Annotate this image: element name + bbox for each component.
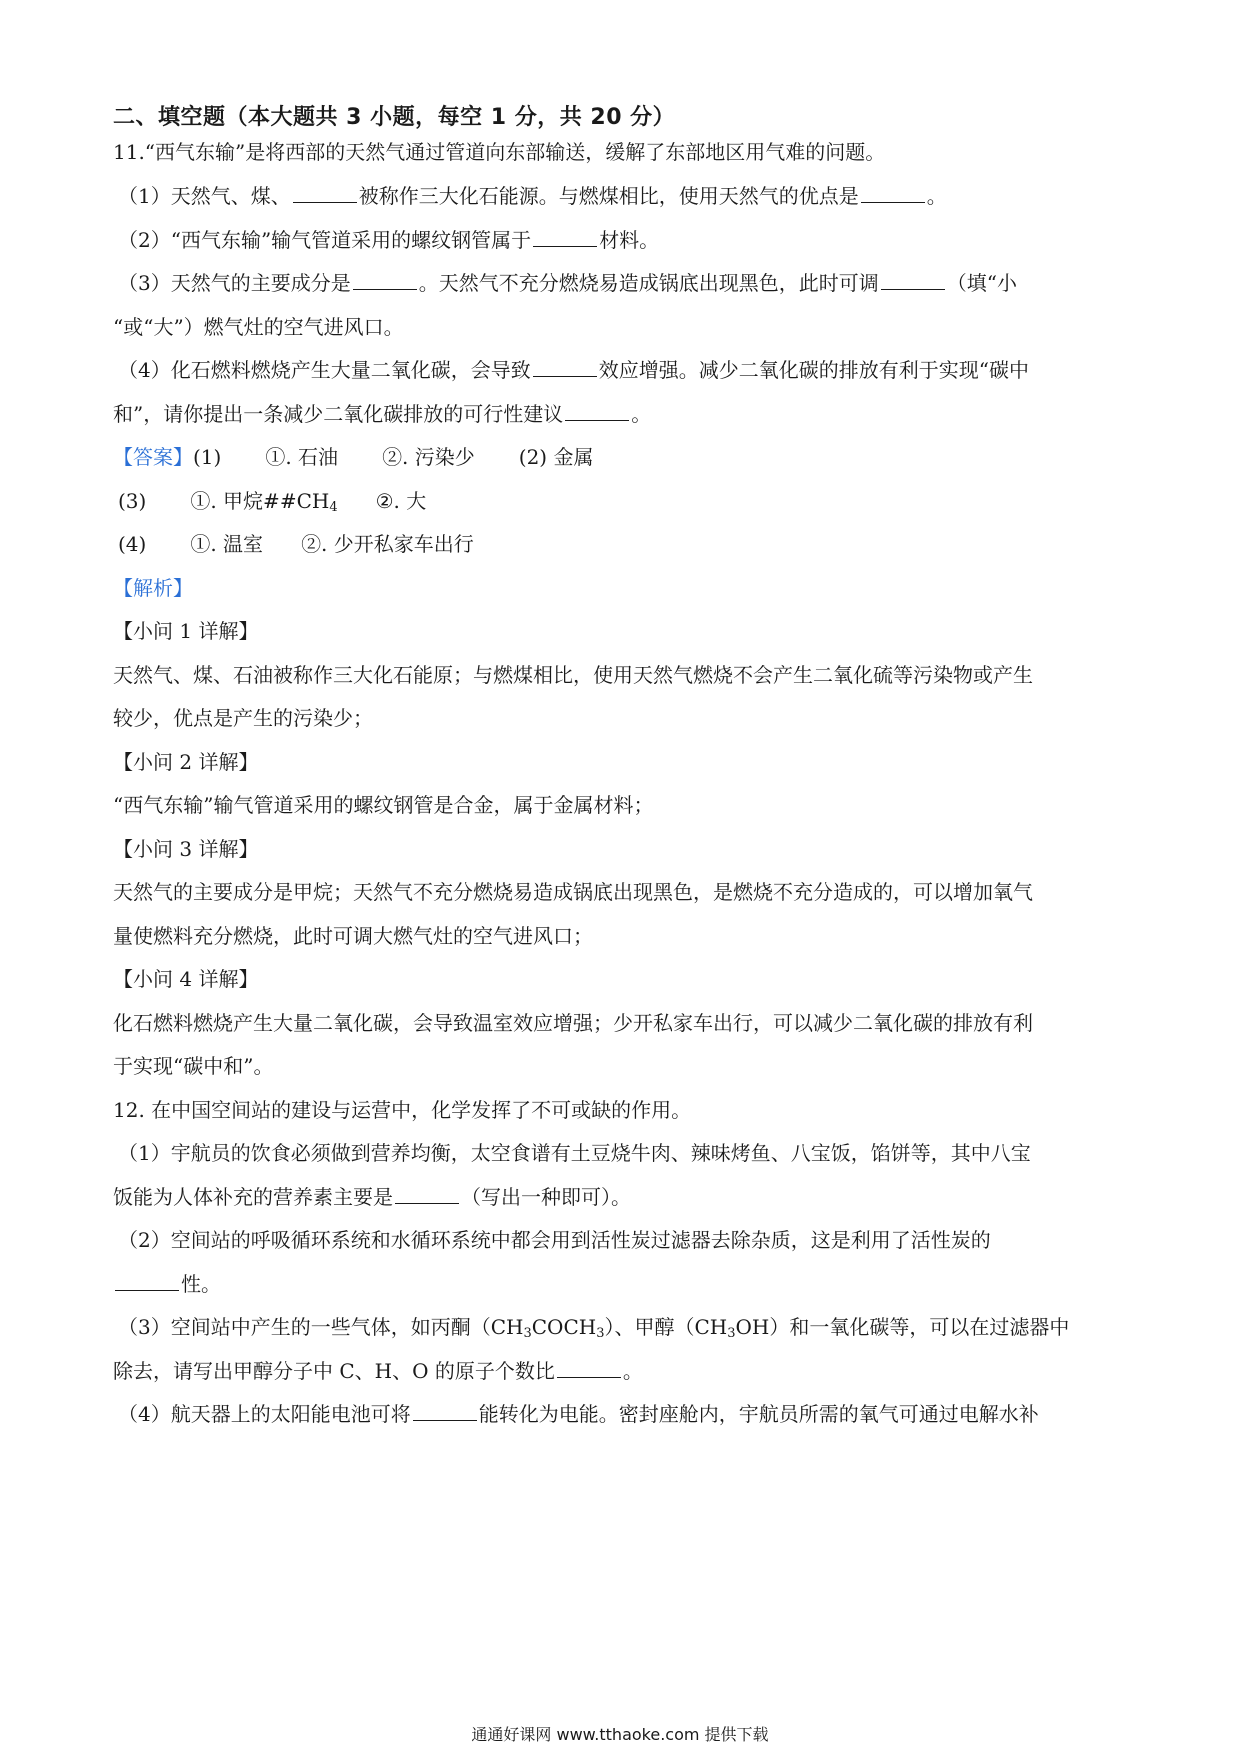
analysis-sub3-text: 天然气的主要成分是甲烷；天然气不充分燃烧易造成锅底出现黑色，是燃烧不充分造成的，可以增加氧气 <box>113 880 1033 904</box>
answer-blank[interactable] <box>557 1359 621 1378</box>
answer-row-3: (4) ①. 温室 ②. 少开私家车出行 <box>118 532 474 556</box>
analysis-sub3-title: 【小问 3 详解】 <box>113 837 259 861</box>
answer-blank[interactable] <box>395 1185 459 1204</box>
answer-row-2: (3) ①. 甲烷$\#\#CH_4$ ②. 大 <box>118 489 427 515</box>
analysis-sub1-title: 【小问 1 详解】 <box>113 619 259 643</box>
section-heading: 二、填空题（本大题共 3 小题，每空 1 分，共 20 分） <box>113 105 676 130</box>
analysis-sub2-title: 【小问 2 详解】 <box>113 750 259 774</box>
analysis-sub2-text: “西气东输”输气管道采用的螺纹钢管是合金，属于金属材料； <box>113 793 654 817</box>
q11-part2: （2）“西气东输”输气管道采用的螺纹钢管属于 材料。 <box>118 228 660 252</box>
q12-part2-cont: 性。 <box>113 1270 221 1298</box>
answer-blank[interactable] <box>533 228 597 247</box>
answer-blank[interactable] <box>533 358 597 377</box>
analysis-sub3-text: 量使燃料充分燃烧，此时可调大燃气灶的空气进风口； <box>113 924 593 948</box>
answer-blank[interactable] <box>413 1402 477 1421</box>
page-footer: 通通好课网 www.tthaoke.com 提供下载 <box>471 1725 769 1744</box>
answer-row-1: 【答案】(1) ①. 石油 ②. 污染少 (2) 金属 <box>113 445 594 469</box>
analysis-label: 【解析】 <box>113 576 193 600</box>
q12-stem: 12. 在中国空间站的建设与运营中，化学发挥了不可或缺的作用。 <box>113 1098 692 1122</box>
answer-blank[interactable] <box>353 271 417 290</box>
answer-blank[interactable] <box>293 184 357 203</box>
analysis-sub1-text: 较少，优点是产生的污染少； <box>113 706 373 730</box>
q11-part4-cont: 和”，请你提出一条减少二氧化碳排放的可行性建议 。 <box>113 402 652 426</box>
q11-part1: （1）天然气、煤、 被称作三大化石能源。与燃煤相比，使用天然气的优点是 。 <box>118 184 947 208</box>
q11-part3-cont: “或“大”）燃气灶的空气进风口。 <box>113 315 404 339</box>
analysis-sub1-text: 天然气、煤、石油被称作三大化石能原；与燃煤相比，使用天然气燃烧不会产生二氧化硫等污染物或产生 <box>113 663 1033 687</box>
answer-blank[interactable] <box>881 271 945 290</box>
q11-part3: （3）天然气的主要成分是 。天然气不充分燃烧易造成锅底出现黑色，此时可调 （填“小 <box>118 271 1017 295</box>
q11-part4: （4）化石燃料燃烧产生大量二氧化碳，会导致 效应增强。减少二氧化碳的排放有利于实现“碳中 <box>118 358 1029 382</box>
analysis-sub4-title: 【小问 4 详解】 <box>113 967 259 991</box>
q12-part1: （1）宇航员的饮食必须做到营养均衡，太空食谱有土豆烧牛肉、辣味烤鱼、八宝饭，馅饼等，其中八宝 <box>118 1141 1031 1165</box>
q12-part2: （2）空间站的呼吸循环系统和水循环系统中都会用到活性炭过滤器去除杂质，这是利用了活性炭的 <box>118 1228 991 1252</box>
q11-stem: 11.“西气东输”是将西部的天然气通过管道向东部输送，缓解了东部地区用气难的问题。 <box>113 140 886 164</box>
answer-blank[interactable] <box>115 1272 179 1291</box>
answer-blank[interactable] <box>565 402 629 421</box>
q12-part1-cont: 饭能为人体补充的营养素主要是 （写出一种即可）。 <box>113 1185 631 1209</box>
answer-label: 【答案】 <box>113 445 193 469</box>
q12-part3-cont: 除去，请写出甲醇分子中 C、H、O 的原子个数比 。 <box>113 1359 643 1383</box>
q12-part4: （4）航天器上的太阳能电池可将 能转化为电能。密封座舱内，宇航员所需的氧气可通过电解水补 <box>118 1402 1039 1426</box>
analysis-sub4-text: 化石燃料燃烧产生大量二氧化碳，会导致温室效应增强；少开私家车出行，可以减少二氧化碳的排放有利 <box>113 1011 1033 1035</box>
q12-part3: （3）空间站中产生的一些气体，如丙酮$(CH_3COCH_3)$、甲醇$(CH_3OH)$和一氧化碳等，可以在过滤器中 <box>118 1315 1070 1341</box>
analysis-sub4-text: 于实现“碳中和”。 <box>113 1054 274 1078</box>
answer-blank[interactable] <box>861 184 925 203</box>
